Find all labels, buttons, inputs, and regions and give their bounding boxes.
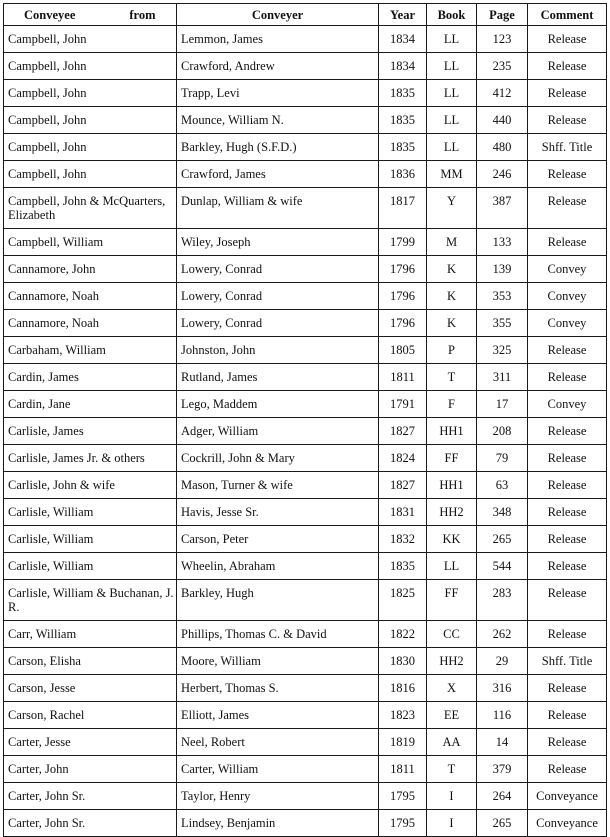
book-cell: LL [427,134,477,161]
table-row [4,80,607,107]
table-row [4,107,607,134]
comment-cell: Shff. Title [528,134,607,161]
page-cell: 264 [477,783,528,810]
year-cell: 1835 [379,80,427,107]
book-cell: HH1 [427,472,477,499]
table-row [4,53,607,80]
table-row [4,783,607,810]
conveyee-cell: Carbaham, William [4,337,177,364]
page-cell: 17 [477,391,528,418]
page-cell: 79 [477,445,528,472]
comment-cell: Release [528,702,607,729]
page-cell: 63 [477,472,528,499]
conveyer-cell: Crawford, James [177,161,379,188]
conveyee-cell: Cannamore, John [4,256,177,283]
comment-cell: Release [528,80,607,107]
page-cell: 283 [477,580,528,621]
comment-cell: Release [528,229,607,256]
year-cell: 1799 [379,229,427,256]
conveyee-cell: Carr, William [4,621,177,648]
conveyee-cell: Cannamore, Noah [4,310,177,337]
year-cell: 1834 [379,53,427,80]
year-cell: 1816 [379,675,427,702]
table-row [4,188,607,229]
conveyee-cell: Campbell, John & McQuarters, Elizabeth [4,188,177,229]
table-row [4,675,607,702]
conveyer-cell: Carter, William [177,756,379,783]
comment-cell: Conveyance [528,810,607,837]
conveyee-cell: Carter, John Sr. [4,783,177,810]
table-row [4,526,607,553]
book-cell: T [427,364,477,391]
book-cell: P [427,337,477,364]
comment-cell: Release [528,364,607,391]
year-cell: 1834 [379,26,427,53]
table-row [4,580,607,621]
conveyee-cell: Carlisle, William & Buchanan, J. R. [4,580,177,621]
page-header: Page [477,4,528,26]
year-cell: 1835 [379,553,427,580]
comment-cell: Release [528,526,607,553]
book-cell: LL [427,26,477,53]
page-cell: 353 [477,283,528,310]
year-cell: 1811 [379,756,427,783]
book-cell: HH2 [427,648,477,675]
comment-cell: Convey [528,391,607,418]
conveyee-cell: Carson, Jesse [4,675,177,702]
conveyer-cell: Lego, Maddem [177,391,379,418]
table-row [4,283,607,310]
conveyer-cell: Dunlap, William & wife [177,188,379,229]
year-cell: 1835 [379,134,427,161]
book-cell: FF [427,580,477,621]
conveyer-cell: Trapp, Levi [177,80,379,107]
conveyer-cell: Carson, Peter [177,526,379,553]
year-cell: 1823 [379,702,427,729]
comment-cell: Release [528,107,607,134]
year-cell: 1795 [379,810,427,837]
comment-cell: Release [528,729,607,756]
year-cell: 1795 [379,783,427,810]
table-row [4,26,607,53]
table-row [4,621,607,648]
conveyee-header [4,4,177,26]
conveyee-cell: Carson, Elisha [4,648,177,675]
conveyee-cell: Cardin, Jane [4,391,177,418]
table-row [4,364,607,391]
table-row [4,756,607,783]
table-row [4,134,607,161]
conveyer-cell: Lowery, Conrad [177,256,379,283]
page-cell: 325 [477,337,528,364]
book-cell: FF [427,445,477,472]
comment-cell: Convey [528,283,607,310]
conveyer-cell: Neel, Robert [177,729,379,756]
comment-cell: Release [528,445,607,472]
conveyer-cell: Lemmon, James [177,26,379,53]
comment-cell: Convey [528,310,607,337]
comment-cell: Release [528,26,607,53]
page-cell: 387 [477,188,528,229]
deed-index-table [3,3,607,837]
comment-cell: Release [528,675,607,702]
comment-cell: Shff. Title [528,648,607,675]
comment-cell: Release [528,53,607,80]
year-cell: 1817 [379,188,427,229]
table-row [4,810,607,837]
page-cell: 265 [477,526,528,553]
conveyee-cell: Carter, Jesse [4,729,177,756]
table-row [4,418,607,445]
comment-cell: Release [528,580,607,621]
conveyer-cell: Havis, Jesse Sr. [177,499,379,526]
conveyee-cell: Campbell, John [4,80,177,107]
year-cell: 1819 [379,729,427,756]
table-row [4,391,607,418]
book-cell: LL [427,80,477,107]
conveyer-cell: Mason, Turner & wife [177,472,379,499]
table-row [4,702,607,729]
page-cell: 208 [477,418,528,445]
year-cell: 1811 [379,364,427,391]
book-cell: MM [427,161,477,188]
page-cell: 355 [477,310,528,337]
table-row [4,229,607,256]
comment-cell: Release [528,621,607,648]
page-cell: 246 [477,161,528,188]
book-cell: K [427,256,477,283]
page-cell: 348 [477,499,528,526]
page-cell: 311 [477,364,528,391]
comment-header: Comment [528,4,607,26]
year-cell: 1827 [379,418,427,445]
table-row [4,161,607,188]
conveyee-cell: Campbell, John [4,107,177,134]
conveyee-cell: Campbell, John [4,26,177,53]
year-cell: 1832 [379,526,427,553]
conveyer-cell: Wheelin, Abraham [177,553,379,580]
conveyee-header-label: Conveyee [24,7,76,22]
conveyee-cell: Carlisle, John & wife [4,472,177,499]
book-cell: AA [427,729,477,756]
year-cell: 1835 [379,107,427,134]
table-row [4,553,607,580]
year-cell: 1796 [379,310,427,337]
comment-cell: Release [528,472,607,499]
comment-cell: Release [528,337,607,364]
year-cell: 1825 [379,580,427,621]
book-cell: I [427,810,477,837]
comment-cell: Release [528,553,607,580]
book-cell: EE [427,702,477,729]
book-cell: CC [427,621,477,648]
comment-cell: Release [528,161,607,188]
conveyer-cell: Barkley, Hugh [177,580,379,621]
year-cell: 1796 [379,283,427,310]
comment-cell: Release [528,499,607,526]
conveyee-cell: Campbell, William [4,229,177,256]
table-row [4,256,607,283]
page-cell: 379 [477,756,528,783]
conveyer-cell: Lindsey, Benjamin [177,810,379,837]
conveyer-header: Conveyer [177,4,379,26]
table-row [4,337,607,364]
conveyee-cell: Carlisle, James Jr. & others [4,445,177,472]
comment-cell: Convey [528,256,607,283]
book-cell: X [427,675,477,702]
page-cell: 265 [477,810,528,837]
conveyer-cell: Moore, William [177,648,379,675]
book-header: Book [427,4,477,26]
conveyer-cell: Phillips, Thomas C. & David [177,621,379,648]
conveyer-cell: Herbert, Thomas S. [177,675,379,702]
year-header: Year [379,4,427,26]
table-row [4,729,607,756]
comment-cell: Release [528,418,607,445]
conveyee-cell: Campbell, John [4,161,177,188]
book-cell: T [427,756,477,783]
conveyer-cell: Wiley, Joseph [177,229,379,256]
conveyer-cell: Cockrill, John & Mary [177,445,379,472]
conveyer-cell: Johnston, John [177,337,379,364]
year-cell: 1836 [379,161,427,188]
conveyee-cell: Cannamore, Noah [4,283,177,310]
conveyee-cell: Carlisle, James [4,418,177,445]
table-row [4,310,607,337]
year-cell: 1791 [379,391,427,418]
page-cell: 544 [477,553,528,580]
year-cell: 1831 [379,499,427,526]
year-cell: 1827 [379,472,427,499]
page-cell: 412 [477,80,528,107]
book-cell: HH2 [427,499,477,526]
page-cell: 116 [477,702,528,729]
conveyer-cell: Mounce, William N. [177,107,379,134]
page-cell: 29 [477,648,528,675]
year-cell: 1805 [379,337,427,364]
conveyer-cell: Taylor, Henry [177,783,379,810]
conveyee-cell: Carson, Rachel [4,702,177,729]
conveyee-cell: Cardin, James [4,364,177,391]
book-cell: F [427,391,477,418]
from-header-label: from [129,7,156,22]
conveyer-cell: Barkley, Hugh (S.F.D.) [177,134,379,161]
year-cell: 1822 [379,621,427,648]
conveyer-cell: Crawford, Andrew [177,53,379,80]
page-cell: 235 [477,53,528,80]
header-row [4,4,607,26]
book-cell: LL [427,53,477,80]
book-cell: HH1 [427,418,477,445]
conveyer-cell: Elliott, James [177,702,379,729]
conveyee-cell: Campbell, John [4,134,177,161]
page-cell: 139 [477,256,528,283]
page-cell: 316 [477,675,528,702]
year-cell: 1824 [379,445,427,472]
conveyer-cell: Lowery, Conrad [177,310,379,337]
comment-cell: Release [528,188,607,229]
conveyer-cell: Rutland, James [177,364,379,391]
year-cell: 1796 [379,256,427,283]
conveyee-cell: Carlisle, William [4,553,177,580]
book-cell: K [427,310,477,337]
comment-cell: Conveyance [528,783,607,810]
comment-cell: Release [528,756,607,783]
conveyee-cell: Carter, John [4,756,177,783]
year-cell: 1830 [379,648,427,675]
page-cell: 262 [477,621,528,648]
table-row [4,648,607,675]
book-cell: LL [427,553,477,580]
conveyer-cell: Adger, William [177,418,379,445]
conveyee-cell: Carlisle, William [4,499,177,526]
conveyer-cell: Lowery, Conrad [177,283,379,310]
book-cell: M [427,229,477,256]
page-cell: 480 [477,134,528,161]
conveyee-cell: Carlisle, William [4,526,177,553]
page-cell: 14 [477,729,528,756]
book-cell: LL [427,107,477,134]
table-row [4,499,607,526]
page-cell: 123 [477,26,528,53]
page-cell: 440 [477,107,528,134]
table-row [4,472,607,499]
book-cell: KK [427,526,477,553]
conveyee-cell: Carter, John Sr. [4,810,177,837]
book-cell: Y [427,188,477,229]
book-cell: K [427,283,477,310]
conveyee-cell: Campbell, John [4,53,177,80]
book-cell: I [427,783,477,810]
page-cell: 133 [477,229,528,256]
table-row [4,445,607,472]
